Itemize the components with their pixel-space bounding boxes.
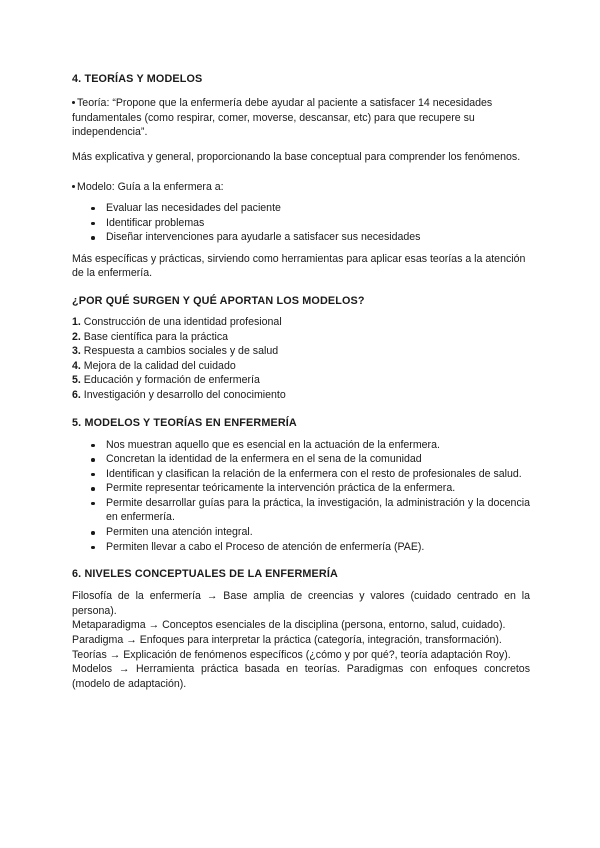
- teoria-desc: Más explicativa y general, proporcionando la base conceptual para comprender los fenómenos.: [72, 150, 521, 163]
- list-item: Nos muestran aquello que es esencial en la actuación de la enfermera.: [72, 438, 530, 453]
- list-item: Permiten una atención integral.: [72, 525, 530, 540]
- item-number: 2.: [72, 330, 81, 343]
- concept-line: Teorías → Explicación de fenómenos específicos (¿cómo y por qué?, teoría adaptación Roy).: [72, 648, 511, 661]
- item-number: 6.: [72, 388, 81, 401]
- list-item: [72, 373, 530, 388]
- list-item: Concretan la identidad de la enfermera en el sena de la comunidad: [72, 452, 530, 467]
- why-heading: ¿POR QUÉ SURGEN Y QUÉ APORTAN LOS MODELOS?: [72, 294, 365, 307]
- concept-line: Filosofía de la enfermería → Base amplia de creencias y valores (cuidado centrado en la persona).: [72, 590, 530, 617]
- modelo-text: Modelo: Guía a la enfermera a:: [77, 181, 224, 194]
- modelo-list: [72, 201, 530, 245]
- list-item: [72, 315, 530, 330]
- teoria-paragraph: [72, 96, 530, 140]
- list-item: Permite representar teóricamente la intervención práctica de la enfermera.: [72, 481, 530, 496]
- item-number: 1.: [72, 315, 81, 328]
- bullet-dot-icon: [72, 101, 75, 104]
- list-item: Diseñar intervenciones para ayudarle a satisfacer sus necesidades: [72, 230, 530, 245]
- teoria-label: Teoría:: [77, 97, 110, 109]
- item-number: 5.: [72, 374, 81, 387]
- section5-list: [72, 438, 530, 555]
- item-text: Respuesta a cambios sociales y de salud: [80, 345, 279, 358]
- teoria-text: “Propone que la enfermería debe ayudar al paciente a satisfacer 14 necesidades fundamentales (como respirar, comer, moverse, descansar, etc) para que recupere su independencia”.: [72, 97, 493, 139]
- item-number: 4.: [72, 359, 81, 372]
- list-item: Permite desarrollar guías para la práctica, la investigación, la administración y la docencia en enfermería.: [72, 496, 530, 525]
- list-item: [72, 344, 530, 359]
- list-item: Permiten llevar a cabo el Proceso de atención de enfermería (PAE).: [72, 540, 530, 555]
- item-text: Base científica para la práctica: [80, 330, 229, 343]
- item-number: 3.: [72, 345, 81, 358]
- list-item: [72, 388, 530, 403]
- concept-line: Metaparadigma → Conceptos esenciales de la disciplina (persona, entorno, salud, cuidado).: [72, 619, 506, 632]
- why-list: [72, 315, 530, 403]
- item-text: Mejora de la calidad del cuidado: [80, 359, 236, 372]
- list-item: [72, 330, 530, 345]
- concept-line: Modelos → Herramienta práctica basada en teorías. Paradigmas con enfoques concretos (modelo de adaptación).: [72, 663, 530, 690]
- section6-heading: 6. NIVELES CONCEPTUALES DE LA ENFERMERÍA: [72, 568, 338, 581]
- section4-heading: 4. TEORÍAS Y MODELOS: [72, 73, 203, 85]
- item-text: Investigación y desarrollo del conocimiento: [80, 388, 286, 401]
- list-item: Identifican y clasifican la relación de la enfermera con el resto de profesionales de salud.: [72, 467, 530, 482]
- document-content: [72, 72, 530, 691]
- concept-line: Paradigma → Enfoques para interpretar la práctica (categoría, integración, transformación).: [72, 634, 502, 647]
- list-item: Evaluar las necesidades del paciente: [72, 201, 530, 216]
- list-item: Identificar problemas: [72, 216, 530, 231]
- modelo-desc: Más específicas y prácticas, sirviendo como herramientas para aplicar esas teorías a la atención de la enfermería.: [72, 252, 526, 280]
- section5-heading: 5. MODELOS Y TEORÍAS EN ENFERMERÍA: [72, 416, 297, 429]
- modelo-paragraph: [72, 180, 530, 195]
- item-text: Construcción de una identidad profesional: [80, 315, 282, 328]
- item-text: Educación y formación de enfermería: [80, 374, 260, 387]
- list-item: [72, 359, 530, 374]
- section6-body: [72, 589, 530, 691]
- bullet-dot-icon: [72, 185, 75, 188]
